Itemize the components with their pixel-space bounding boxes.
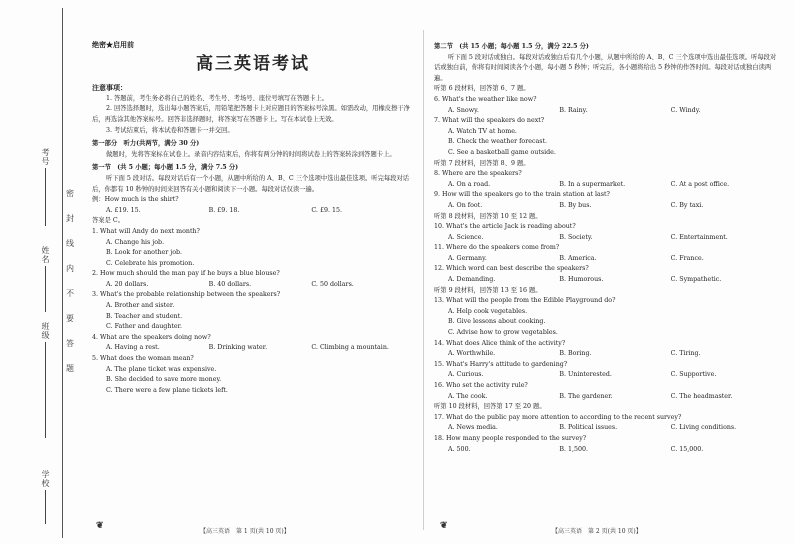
notice-item: 2. 回答选择题时，选出每小题答案后，用铅笔把答题卡上对应题目的答案标号涂黑。如需改动，用橡皮擦干净后，再选涂其他答案标号。回答非选择题时，将答案写在答题卡上。写在本试卷上无效。 [92,105,410,123]
option: B. Drinking water. [208,344,268,352]
part-heading: 第一部分 听力(共两节，满分 30 分) [92,140,200,148]
option-row [106,343,414,354]
option: C. The headmaster. [670,392,733,400]
option: A. The plane ticket was expensive. [106,365,217,373]
question: 3. What's the probable relationship between the speakers? [92,291,281,299]
example-options [106,206,414,217]
page-1 [92,40,414,396]
question: 4. What are the speakers doing now? [92,333,211,341]
question: 13. What will the people from the Edible Playground do? [434,297,616,305]
page-title: 高三英语考试 [196,53,310,74]
option: C. Entertainment. [670,233,728,241]
option: A. 500. [448,445,471,453]
option: A. Change his job. [106,238,165,246]
question: 11. Where do the speakers come from? [434,244,560,252]
option: A. Snowy. [448,106,479,114]
page-2 [434,42,782,455]
notice-heading: 注意事项： [92,83,127,93]
listening-material-heading: 听第 8 段材料，回答第 10 至 12 题。 [434,212,542,220]
page-footer: 【高三英语 第 2 页(共 10 页)】 [552,528,642,535]
option-row [448,254,782,265]
option: A. Science. [448,233,484,241]
option: B. Give lessons about cooking. [448,318,546,326]
option: C. Tiring. [670,350,701,358]
option: B. Look for another job. [106,249,183,257]
option: C. Father and daughter. [106,323,182,331]
seal-char: 内 [66,264,74,273]
question: 18. How many people responded to the survey? [434,434,587,442]
notice-item: 3. 考试结束后，将本试卷和答题卡一并交回。 [106,126,234,134]
example-answer: 答案是 C。 [92,217,125,225]
option: B. Teacher and student. [106,312,183,320]
option: A. Help cook vegetables. [448,307,528,315]
option: C. 15,000. [670,445,704,453]
seal-char: 不 [66,289,74,298]
option: B. Rainy. [559,106,588,114]
option: B. £9. 18. [208,206,240,214]
option: B. Boring. [559,350,592,358]
option-row [448,370,782,381]
part-instructions: 做题时，先将答案标在试卷上。录音内容结束后，你将有两分钟的时间将试卷上的答案转涂到答题卡上。 [106,150,396,158]
option: A. Worthwhile. [448,350,496,358]
option: C. Sympathetic. [670,276,722,284]
option: B. In a supermarket. [559,180,626,188]
field-school-label: 学校 [41,470,50,488]
seal-char: 答 [66,339,74,348]
option: C. At a post office. [670,180,730,188]
page-footer: 【高三英语 第 1 页(共 10 页)】 [200,528,290,535]
question: 15. What's Harry's attitude to gardening? [434,360,568,368]
option: A. On foot. [448,201,483,209]
field-school-line [45,490,46,524]
question: 14. What does Alice think of the activity? [434,339,566,347]
section-instructions: 听下面 5 段对话。每段对话后有一个小题，从题中所给的 A、B、C 三个选项中选出最佳选项。听完每段对话后，你都有 10 秒钟的时间来回答有关小题和阅读下一小题。每段对话仅读一遍。 [92,174,410,193]
option-row [448,445,782,456]
question-list [92,227,414,397]
listening-material-heading: 听第 9 段材料，回答第 13 至 16 题。 [434,286,542,294]
field-class-label: 班级 [41,322,50,340]
seal-char: 密 [66,189,74,198]
listening-material-heading: 听第 6 段材料，回答第 6、7 题。 [434,85,530,93]
seal-char: 线 [66,239,74,248]
option: C. £9. 15. [311,206,342,214]
section-instructions: 听下面 5 段对话或独白。每段对话或独白后有几个小题，从题中所给的 A、B、C 三个选项中选出最佳选项。听每段对话或独白前，你将有时间阅读各个小题，每小题 5 秒钟；听完后，各小题将给出 5 秒钟的作答时间。每段对话或独白读两遍。 [434,53,777,82]
option: C. Advise how to grow vegetables. [448,329,558,337]
option: C. By taxi. [670,201,704,209]
notice-block [92,83,414,136]
field-candidate-number-label: 考号 [41,148,50,166]
question: 12. Which word can best describe the speakers? [434,265,589,273]
listening-material-heading: 听第 10 段材料，回答第 17 至 20 题。 [434,403,546,411]
option: B. Political issues. [559,424,618,432]
section-heading: 第一节 (共 5 小题；每小题 1.5 分，满分 7.5 分) [92,164,239,172]
option-row [448,392,782,403]
option: A. News media. [448,424,498,432]
option: A. 20 dollars. [106,280,149,288]
option-row [448,275,782,286]
question: 8. Where are the speakers? [434,170,522,178]
option: B. Check the weather forecast. [448,138,547,146]
field-name-label: 姓名 [41,246,50,264]
option-row [448,349,782,360]
option: C. There were a few plane tickets left. [106,386,228,394]
option: B. 40 dollars. [208,280,252,288]
field-class-line [45,342,46,438]
option: C. Climbing a mountain. [311,344,389,352]
seal-char: 要 [66,314,74,323]
option: B. She decided to save more money. [106,376,222,384]
question: 16. Who set the activity rule? [434,382,528,389]
option: A. £19. 15. [106,206,141,214]
option: A. Watch TV at home. [448,127,517,135]
option: C. Living conditions. [670,424,737,432]
option: B. The gardener. [559,392,613,400]
listening-material-heading: 听第 7 段材料，回答第 8、9 题。 [434,159,530,167]
publisher-logo-icon: ❦ [440,521,448,531]
field-candidate-number-line [45,168,46,226]
binding-line [62,8,63,538]
question: 10. What's the article Jack is reading about? [434,223,576,231]
option: C. 50 dollars. [311,280,354,288]
option: B. Uninterested. [559,371,612,379]
option: C. Windy. [670,106,701,114]
option: A. The cook. [448,392,488,400]
option: C. See a basketball game outside. [448,148,556,156]
question: 9. How will the speakers go to the train station at last? [434,191,610,199]
option: C. Celebrate his promotion. [106,259,195,267]
publisher-logo-icon: ❦ [96,521,104,531]
question: 17. What do the public pay more attention to according to the recent survey? [434,413,682,421]
option: A. On a road. [448,180,491,188]
notice-item: 1. 答题前，考生务必将自己的姓名、考生号、考场号、座位号填写在答题卡上。 [106,94,329,102]
page-divider [423,30,424,530]
option-row [106,280,414,291]
option-row [448,233,782,244]
question: 6. What's the weather like now? [434,95,537,103]
section-heading: 第二节 (共 15 小题；每小题 1.5 分，满分 22.5 分) [434,43,589,50]
example-question: 例：How much is the shirt? [92,196,179,204]
option: B. Society. [559,233,593,241]
option: A. Demanding. [448,276,496,284]
question: 1. What will Andy do next month? [92,227,200,235]
confidential-label: 绝密★启用前 [92,40,134,49]
seal-char: 封 [66,214,74,223]
question: 7. What will the speakers do next? [434,117,545,125]
option: A. Germany. [448,254,487,262]
option: C. Supportive. [670,371,717,379]
option: C. France. [670,254,704,262]
field-name-line [45,266,46,312]
option-row [448,180,782,191]
option: B. 1,500. [559,445,588,453]
seal-char: 题 [66,364,74,373]
option: B. America. [559,254,597,262]
option: A. Curious. [448,371,484,379]
option-row [448,106,782,117]
question: 2. How much should the man pay if he buys a blue blouse? [92,270,280,278]
option: A. Brother and sister. [106,302,175,310]
binding-margin [0,0,86,544]
option-row [448,423,782,434]
option: B. By bus. [559,201,592,209]
option-row [448,201,782,212]
question-groups [434,84,782,455]
option: B. Humorous. [559,276,604,284]
option: A. Having a rest. [106,344,160,352]
question: 5. What does the woman mean? [92,355,194,363]
